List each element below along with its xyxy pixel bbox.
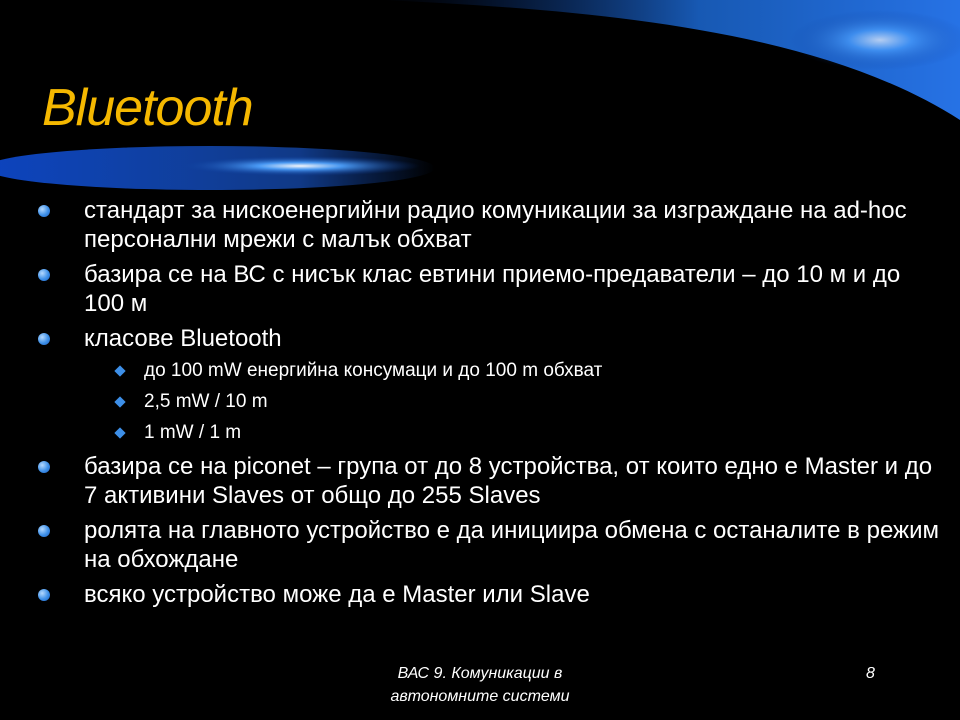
blue-dot-icon [38,333,50,345]
bullet-text: стандарт за нискоенергийни радио комуникации за изграждане на ad-hoc персонални мрежи с малък обхват [84,197,907,253]
bullet-text: класове Bluetooth [84,325,282,352]
bullet-item [36,196,941,254]
blue-dot-icon [38,525,50,537]
bullet-text: базира се на ВС с нисък клас евтини приемо-предаватели – до 10 м и до 100 м [84,261,901,317]
page-number: 8 [866,665,875,682]
sub-bullet-text: 1 mW / 1 m [144,422,242,443]
blue-dot-icon [38,205,50,217]
blue-dot-icon [38,461,50,473]
sub-bullet-item [36,359,941,382]
footer-line-1: ВАС 9. Комуникации в [397,665,563,682]
sub-bullet-text: 2,5 mW / 10 m [144,391,268,412]
bullet-text: базира се на piconet – група от до 8 устройства, от които едно е Master и до 7 активини Slaves от общо до 255 Slaves [84,453,933,509]
blue-diamond-icon [114,365,125,376]
bullet-list [36,196,941,615]
sub-bullet-text: до 100 mW енергийна консумаци и до 100 m обхват [144,360,603,381]
bullet-item [36,452,941,510]
blue-diamond-icon [114,396,125,407]
bullet-item [36,516,941,574]
slide-title: Bluetooth [42,79,253,137]
blue-dot-icon [38,589,50,601]
bullet-item [36,260,941,318]
bullet-text: всяко устройство може да е Master или Slave [84,581,590,608]
footer-line-2: автономните системи [390,688,570,705]
bullet-item [36,324,941,353]
bullet-item [36,580,941,609]
blue-diamond-icon [114,427,125,438]
blue-dot-icon [38,269,50,281]
bullet-text: ролята на главното устройство е да инициира обмена с останалите в режим на обхождане [84,517,939,573]
footer-course-title [360,662,600,708]
sub-bullet-item [36,390,941,413]
sub-bullet-item [36,421,941,444]
